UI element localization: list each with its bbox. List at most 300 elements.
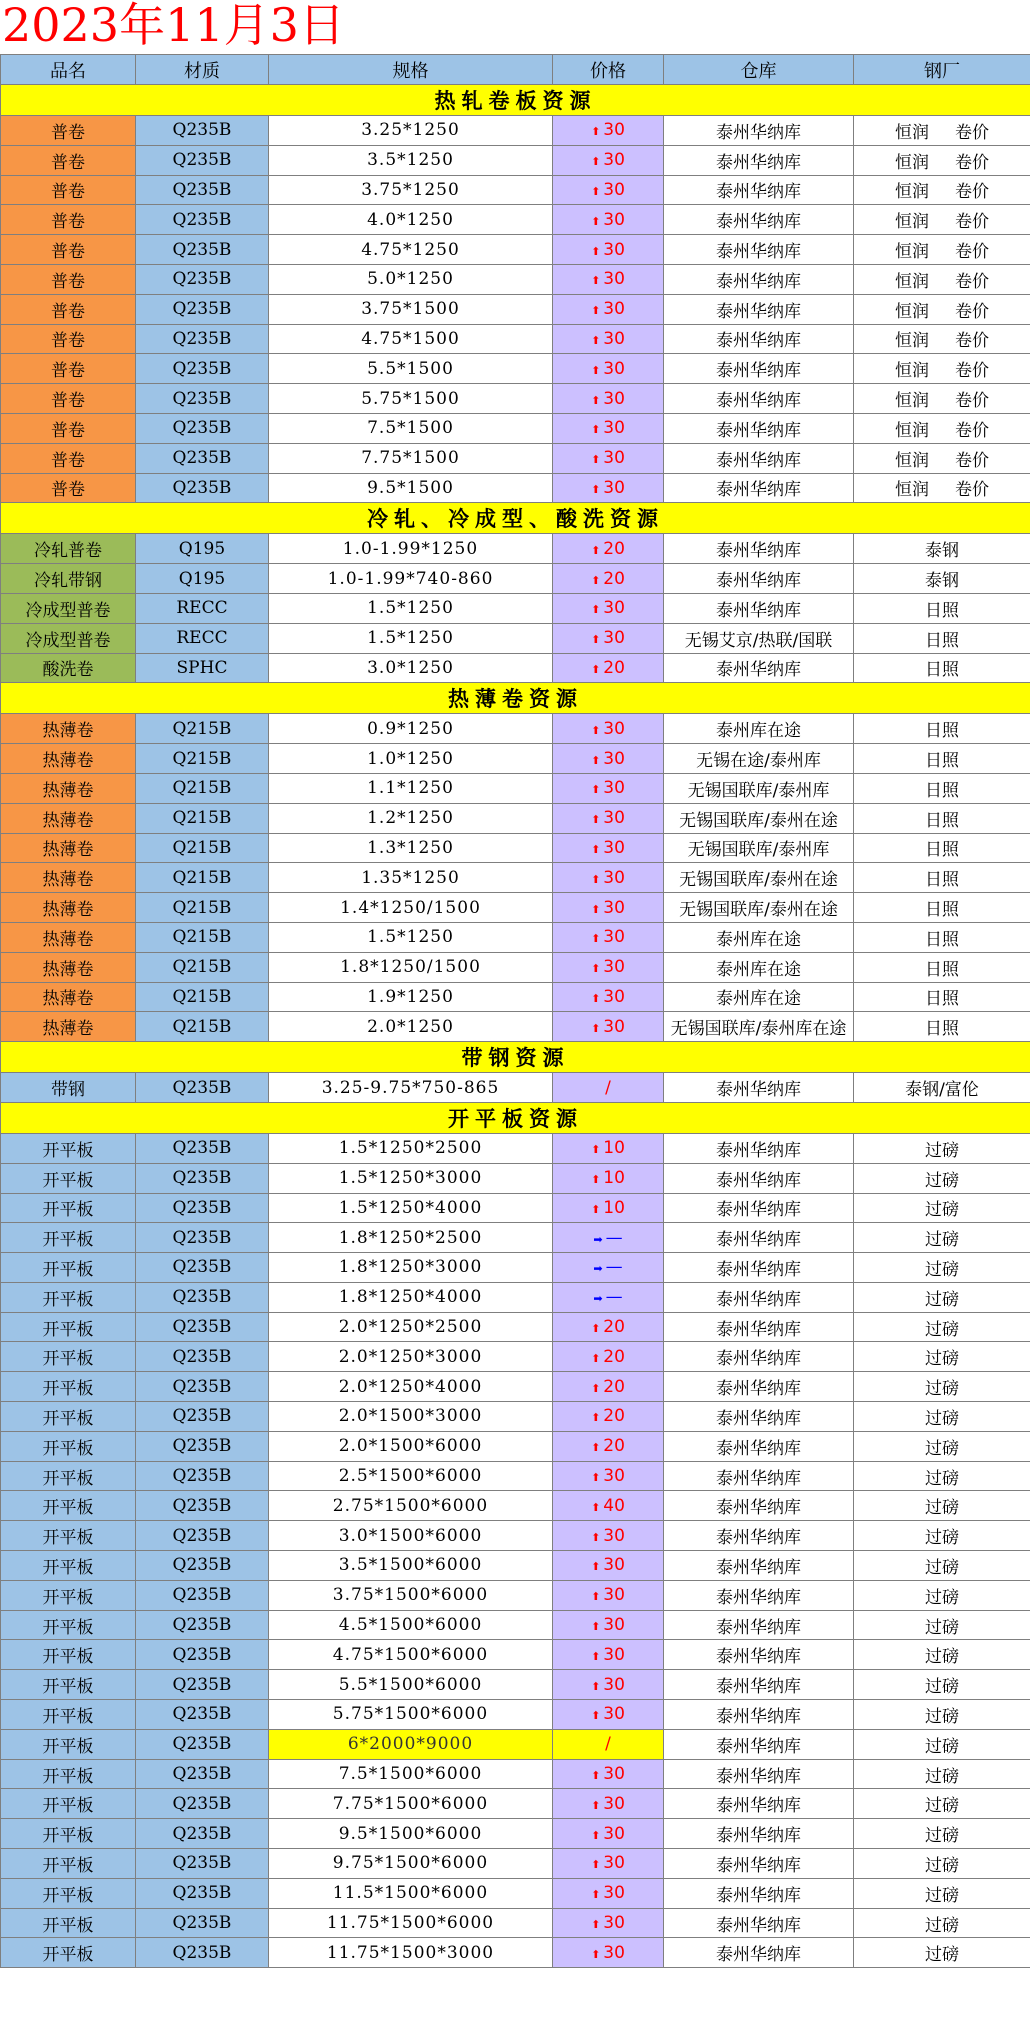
table-row bbox=[1, 1640, 1030, 1670]
material: Q215B bbox=[136, 833, 269, 863]
warehouse: 泰州华纳库 bbox=[664, 1908, 854, 1938]
price-basis-note: 卷价 bbox=[955, 122, 989, 143]
mill-cell bbox=[854, 922, 1030, 952]
header-mill: 钢厂 bbox=[854, 55, 1030, 85]
warehouse: 泰州华纳库 bbox=[664, 1193, 854, 1223]
material: Q235B bbox=[136, 1223, 269, 1253]
price-value: 30 bbox=[603, 150, 625, 171]
mill-cell bbox=[854, 1253, 1030, 1283]
warehouse: 泰州华纳库 bbox=[664, 1163, 854, 1193]
warehouse: 泰州华纳库 bbox=[664, 1640, 854, 1670]
header-price: 价格 bbox=[553, 55, 664, 85]
table-row bbox=[1, 922, 1030, 952]
price-change bbox=[553, 1849, 664, 1879]
steel-mill: 过磅 bbox=[925, 1259, 959, 1280]
section-heading-row bbox=[1, 85, 1030, 116]
warehouse: 泰州华纳库 bbox=[664, 145, 854, 175]
material: Q235B bbox=[136, 116, 269, 146]
specification: 7.5*1500*6000 bbox=[269, 1759, 553, 1789]
warehouse: 泰州华纳库 bbox=[664, 1253, 854, 1283]
arrow-up-icon: ⬆ bbox=[591, 543, 601, 557]
steel-mill: 恒润 bbox=[895, 271, 929, 292]
steel-mill: 过磅 bbox=[925, 1289, 959, 1310]
product-name: 普卷 bbox=[1, 324, 136, 354]
price-change bbox=[553, 1759, 664, 1789]
steel-mill: 日照 bbox=[925, 780, 959, 801]
price-value: 10 bbox=[603, 1168, 625, 1189]
price-value: 20 bbox=[603, 657, 625, 678]
warehouse: 泰州华纳库 bbox=[664, 1670, 854, 1700]
product-name: 带钢 bbox=[1, 1073, 136, 1103]
price-change-value bbox=[591, 628, 625, 648]
mill-cell bbox=[854, 1431, 1030, 1461]
price-value: 30 bbox=[603, 1704, 625, 1725]
warehouse: 泰州华纳库 bbox=[664, 1521, 854, 1551]
section-heading-row bbox=[1, 1102, 1030, 1133]
price-value: 30 bbox=[603, 1883, 625, 1904]
price-value: 20 bbox=[603, 1346, 625, 1367]
product-name: 开平板 bbox=[1, 1878, 136, 1908]
warehouse: 泰州华纳库 bbox=[664, 1402, 854, 1432]
mill-cell bbox=[854, 1491, 1030, 1521]
specification: 3.5*1250 bbox=[269, 145, 553, 175]
header-spec: 规格 bbox=[269, 55, 553, 85]
price-change bbox=[553, 564, 664, 594]
material: Q235B bbox=[136, 1819, 269, 1849]
steel-mill: 过磅 bbox=[925, 1915, 959, 1936]
product-name: 冷轧带钢 bbox=[1, 564, 136, 594]
material: Q235B bbox=[136, 1402, 269, 1432]
material: Q215B bbox=[136, 1012, 269, 1042]
material: Q235B bbox=[136, 1729, 269, 1759]
price-value: 20 bbox=[603, 1436, 625, 1457]
arrow-up-icon: ⬆ bbox=[591, 1858, 601, 1872]
price-basis-note: 卷价 bbox=[955, 271, 989, 292]
table-row bbox=[1, 1908, 1030, 1938]
product-name: 开平板 bbox=[1, 1431, 136, 1461]
table-row bbox=[1, 1342, 1030, 1372]
warehouse: 泰州库在途 bbox=[664, 982, 854, 1012]
price-change-value bbox=[591, 1138, 625, 1158]
material: Q235B bbox=[136, 384, 269, 414]
table-row bbox=[1, 473, 1030, 503]
price-change bbox=[553, 1700, 664, 1730]
table-row bbox=[1, 833, 1030, 863]
warehouse: 泰州华纳库 bbox=[664, 354, 854, 384]
material: RECC bbox=[136, 623, 269, 653]
price-value: 30 bbox=[603, 748, 625, 769]
price-value: 30 bbox=[603, 1823, 625, 1844]
table-row bbox=[1, 744, 1030, 774]
warehouse: 泰州华纳库 bbox=[664, 1849, 854, 1879]
specification: 9.5*1500 bbox=[269, 473, 553, 503]
mill-cell bbox=[854, 1878, 1030, 1908]
specification: 5.75*1500*6000 bbox=[269, 1700, 553, 1730]
mill-cell bbox=[854, 1729, 1030, 1759]
product-name: 热薄卷 bbox=[1, 952, 136, 982]
price-value: 30 bbox=[603, 1942, 625, 1963]
product-name: 开平板 bbox=[1, 1342, 136, 1372]
specification: 3.5*1500*6000 bbox=[269, 1551, 553, 1581]
price-change-value bbox=[593, 1287, 622, 1307]
product-name: 开平板 bbox=[1, 1759, 136, 1789]
table-row bbox=[1, 1223, 1030, 1253]
steel-mill: 过磅 bbox=[925, 1945, 959, 1966]
product-name: 开平板 bbox=[1, 1133, 136, 1163]
table-row bbox=[1, 1282, 1030, 1312]
arrow-up-icon: ⬆ bbox=[591, 962, 601, 976]
mill-cell bbox=[854, 1372, 1030, 1402]
specification: 3.25-9.75*750-865 bbox=[269, 1073, 553, 1103]
mill-cell bbox=[854, 1073, 1030, 1103]
price-change-value bbox=[591, 868, 625, 888]
table-row bbox=[1, 145, 1030, 175]
price-value: 20 bbox=[603, 1406, 625, 1427]
warehouse: 泰州华纳库 bbox=[664, 1789, 854, 1819]
price-value: 40 bbox=[603, 1495, 625, 1516]
steel-mill: 过磅 bbox=[925, 1468, 959, 1489]
price-basis-note: 卷价 bbox=[955, 182, 989, 203]
price-change-value bbox=[591, 1585, 625, 1605]
steel-mill: 过磅 bbox=[925, 1408, 959, 1429]
product-name: 热薄卷 bbox=[1, 922, 136, 952]
price-value: 30 bbox=[603, 837, 625, 858]
mill-cell bbox=[854, 473, 1030, 503]
specification: 3.75*1250 bbox=[269, 175, 553, 205]
price-change bbox=[553, 1521, 664, 1551]
steel-mill: 过磅 bbox=[925, 1855, 959, 1876]
table-row bbox=[1, 1878, 1030, 1908]
product-name: 冷轧普卷 bbox=[1, 534, 136, 564]
mill-cell bbox=[854, 893, 1030, 923]
price-basis-note: 卷价 bbox=[955, 450, 989, 471]
price-change bbox=[553, 1461, 664, 1491]
product-name: 开平板 bbox=[1, 1551, 136, 1581]
price-change-value bbox=[591, 658, 625, 678]
mill-cell bbox=[854, 235, 1030, 265]
price-change bbox=[553, 1073, 664, 1103]
specification: 1.5*1250*4000 bbox=[269, 1193, 553, 1223]
price-change-value bbox=[591, 719, 625, 739]
arrow-up-icon: ⬆ bbox=[591, 1351, 601, 1365]
price-value: 30 bbox=[603, 328, 625, 349]
arrow-up-icon: ⬆ bbox=[591, 1798, 601, 1812]
specification: 1.5*1250*3000 bbox=[269, 1163, 553, 1193]
price-value: 30 bbox=[603, 388, 625, 409]
table-row bbox=[1, 1402, 1030, 1432]
mill-cell bbox=[854, 1193, 1030, 1223]
warehouse: 泰州华纳库 bbox=[664, 1938, 854, 1968]
specification: 3.75*1500 bbox=[269, 294, 553, 324]
specification: 6*2000*9000 bbox=[269, 1729, 553, 1759]
warehouse: 泰州华纳库 bbox=[664, 1073, 854, 1103]
arrow-up-icon: ⬆ bbox=[591, 453, 601, 467]
page-title: 2023年11月3日 bbox=[2, 0, 345, 52]
specification: 1.8*1250*3000 bbox=[269, 1253, 553, 1283]
steel-mill: 恒润 bbox=[895, 450, 929, 471]
price-change-value bbox=[591, 1943, 625, 1963]
arrow-up-icon: ⬆ bbox=[591, 753, 601, 767]
price-change-value bbox=[591, 1526, 625, 1546]
price-change-value bbox=[591, 749, 625, 769]
product-name: 开平板 bbox=[1, 1521, 136, 1551]
price-change-value bbox=[591, 778, 625, 798]
material: Q235B bbox=[136, 1521, 269, 1551]
arrow-up-icon: ⬆ bbox=[591, 1021, 601, 1035]
steel-mill: 过磅 bbox=[925, 1796, 959, 1817]
table-row bbox=[1, 653, 1030, 683]
arrow-up-icon: ⬆ bbox=[591, 1828, 601, 1842]
specification: 3.25*1250 bbox=[269, 116, 553, 146]
arrow-up-icon: ⬆ bbox=[591, 902, 601, 916]
table-row bbox=[1, 1312, 1030, 1342]
section-heading: 带钢资源 bbox=[1, 1042, 1030, 1073]
price-change bbox=[553, 1878, 664, 1908]
specification: 1.5*1250 bbox=[269, 623, 553, 653]
steel-mill: 过磅 bbox=[925, 1706, 959, 1727]
steel-mill: 过磅 bbox=[925, 1349, 959, 1370]
price-value: 30 bbox=[603, 867, 625, 888]
table-row bbox=[1, 564, 1030, 594]
price-change bbox=[553, 235, 664, 265]
arrow-up-icon: ⬆ bbox=[591, 423, 601, 437]
price-value: 30 bbox=[603, 299, 625, 320]
mill-cell bbox=[854, 1461, 1030, 1491]
price-value: 30 bbox=[603, 1525, 625, 1546]
section-heading-row bbox=[1, 683, 1030, 714]
price-change bbox=[553, 1012, 664, 1042]
product-name: 开平板 bbox=[1, 1789, 136, 1819]
header-warehouse: 仓库 bbox=[664, 55, 854, 85]
product-name: 普卷 bbox=[1, 443, 136, 473]
steel-mill: 过磅 bbox=[925, 1200, 959, 1221]
price-value: 30 bbox=[603, 986, 625, 1007]
price-value: / bbox=[605, 1734, 611, 1755]
price-change-value bbox=[591, 598, 625, 618]
steel-mill: 过磅 bbox=[925, 1587, 959, 1608]
warehouse: 泰州华纳库 bbox=[664, 1819, 854, 1849]
arrow-up-icon: ⬆ bbox=[591, 1471, 601, 1485]
table-row bbox=[1, 534, 1030, 564]
price-change bbox=[553, 1312, 664, 1342]
price-value: 30 bbox=[603, 927, 625, 948]
material: Q235B bbox=[136, 1878, 269, 1908]
price-value: 30 bbox=[603, 1764, 625, 1785]
price-value: 10 bbox=[603, 1138, 625, 1159]
product-name: 热薄卷 bbox=[1, 893, 136, 923]
arrow-up-icon: ⬆ bbox=[591, 1769, 601, 1783]
arrow-right-icon: ➡ bbox=[593, 1262, 603, 1276]
price-change-value bbox=[591, 269, 625, 289]
mill-cell bbox=[854, 1789, 1030, 1819]
material: Q215B bbox=[136, 952, 269, 982]
warehouse: 泰州华纳库 bbox=[664, 1133, 854, 1163]
price-change bbox=[553, 413, 664, 443]
price-change-value bbox=[591, 120, 625, 140]
specification: 0.9*1250 bbox=[269, 714, 553, 744]
table-row bbox=[1, 384, 1030, 414]
arrow-up-icon: ⬆ bbox=[591, 1918, 601, 1932]
mill-cell bbox=[854, 294, 1030, 324]
product-name: 冷成型普卷 bbox=[1, 623, 136, 653]
specification: 4.75*1250 bbox=[269, 235, 553, 265]
material: Q235B bbox=[136, 324, 269, 354]
steel-mill: 泰钢/富伦 bbox=[905, 1080, 979, 1100]
mill-cell bbox=[854, 653, 1030, 683]
mill-cell bbox=[854, 443, 1030, 473]
warehouse: 无锡在途/泰州库 bbox=[664, 744, 854, 774]
material: Q215B bbox=[136, 893, 269, 923]
price-change bbox=[553, 1163, 664, 1193]
arrow-up-icon: ⬆ bbox=[591, 333, 601, 347]
arrow-up-icon: ⬆ bbox=[591, 125, 601, 139]
arrow-up-icon: ⬆ bbox=[591, 1202, 601, 1216]
price-change bbox=[553, 473, 664, 503]
price-change-value bbox=[591, 1168, 625, 1188]
material: RECC bbox=[136, 593, 269, 623]
table-row bbox=[1, 1133, 1030, 1163]
arrow-up-icon: ⬆ bbox=[591, 573, 601, 587]
price-value: 20 bbox=[603, 568, 625, 589]
warehouse: 无锡艾京/热联/国联 bbox=[664, 623, 854, 653]
warehouse: 泰州华纳库 bbox=[664, 294, 854, 324]
warehouse: 泰州华纳库 bbox=[664, 1610, 854, 1640]
arrow-up-icon: ⬆ bbox=[591, 1441, 601, 1455]
price-change-value bbox=[591, 180, 625, 200]
price-change bbox=[553, 1491, 664, 1521]
table-row bbox=[1, 1491, 1030, 1521]
mill-cell bbox=[854, 264, 1030, 294]
price-change bbox=[553, 773, 664, 803]
product-name: 开平板 bbox=[1, 1193, 136, 1223]
price-change-value bbox=[591, 1913, 625, 1933]
specification: 4.75*1500*6000 bbox=[269, 1640, 553, 1670]
price-value: 30 bbox=[603, 957, 625, 978]
steel-mill: 过磅 bbox=[925, 1528, 959, 1549]
price-value: 10 bbox=[603, 1197, 625, 1218]
specification: 1.4*1250/1500 bbox=[269, 893, 553, 923]
price-basis-note: 卷价 bbox=[955, 420, 989, 441]
mill-cell bbox=[854, 1610, 1030, 1640]
warehouse: 无锡国联库/泰州库 bbox=[664, 833, 854, 863]
specification: 9.75*1500*6000 bbox=[269, 1849, 553, 1879]
price-change-value bbox=[591, 1704, 625, 1724]
table-row bbox=[1, 982, 1030, 1012]
arrow-up-icon: ⬆ bbox=[591, 633, 601, 647]
arrow-up-icon: ⬆ bbox=[591, 1888, 601, 1902]
warehouse: 泰州华纳库 bbox=[664, 1491, 854, 1521]
product-name: 开平板 bbox=[1, 1640, 136, 1670]
price-value: — bbox=[605, 1287, 623, 1308]
product-name: 普卷 bbox=[1, 145, 136, 175]
section-heading: 热薄卷资源 bbox=[1, 683, 1030, 714]
specification: 1.5*1250 bbox=[269, 593, 553, 623]
product-name: 开平板 bbox=[1, 1938, 136, 1968]
material: Q235B bbox=[136, 473, 269, 503]
warehouse: 泰州华纳库 bbox=[664, 1282, 854, 1312]
price-value: 30 bbox=[603, 1615, 625, 1636]
material: Q235B bbox=[136, 1253, 269, 1283]
price-basis-note: 卷价 bbox=[955, 331, 989, 352]
product-name: 开平板 bbox=[1, 1670, 136, 1700]
specification: 2.0*1500*3000 bbox=[269, 1402, 553, 1432]
price-change bbox=[553, 1610, 664, 1640]
steel-mill: 恒润 bbox=[895, 212, 929, 233]
material: Q215B bbox=[136, 744, 269, 774]
price-change-value bbox=[591, 1347, 625, 1367]
price-change-value bbox=[591, 359, 625, 379]
price-value: 20 bbox=[603, 1376, 625, 1397]
specification: 11.75*1500*6000 bbox=[269, 1908, 553, 1938]
steel-mill: 恒润 bbox=[895, 152, 929, 173]
price-change-value bbox=[591, 957, 625, 977]
mill-cell bbox=[854, 1551, 1030, 1581]
warehouse: 泰州华纳库 bbox=[664, 1431, 854, 1461]
warehouse: 泰州华纳库 bbox=[664, 1759, 854, 1789]
price-change-value bbox=[591, 1466, 625, 1486]
price-change bbox=[553, 324, 664, 354]
price-change bbox=[553, 1372, 664, 1402]
table-row bbox=[1, 1253, 1030, 1283]
mill-cell bbox=[854, 116, 1030, 146]
material: Q235B bbox=[136, 443, 269, 473]
mill-cell bbox=[854, 1938, 1030, 1968]
material: Q235B bbox=[136, 1372, 269, 1402]
product-name: 热薄卷 bbox=[1, 982, 136, 1012]
table-row bbox=[1, 803, 1030, 833]
mill-cell bbox=[854, 952, 1030, 982]
arrow-right-icon: ➡ bbox=[593, 1232, 603, 1246]
price-change-value bbox=[591, 898, 625, 918]
material: Q235B bbox=[136, 1670, 269, 1700]
arrow-up-icon: ⬆ bbox=[591, 1411, 601, 1425]
material: Q235B bbox=[136, 145, 269, 175]
material: Q235B bbox=[136, 1908, 269, 1938]
steel-mill: 过磅 bbox=[925, 1826, 959, 1847]
price-change-value bbox=[591, 418, 625, 438]
mill-cell bbox=[854, 1521, 1030, 1551]
warehouse: 泰州华纳库 bbox=[664, 1461, 854, 1491]
price-change bbox=[553, 744, 664, 774]
material: Q195 bbox=[136, 534, 269, 564]
material: Q215B bbox=[136, 922, 269, 952]
price-basis-note: 卷价 bbox=[955, 361, 989, 382]
header-material: 材质 bbox=[136, 55, 269, 85]
material: Q235B bbox=[136, 1073, 269, 1103]
material: Q235B bbox=[136, 354, 269, 384]
price-value: 30 bbox=[603, 808, 625, 829]
specification: 11.5*1500*6000 bbox=[269, 1878, 553, 1908]
material: Q195 bbox=[136, 564, 269, 594]
material: Q215B bbox=[136, 803, 269, 833]
price-change bbox=[553, 175, 664, 205]
price-value: 30 bbox=[603, 239, 625, 260]
price-basis-note: 卷价 bbox=[955, 301, 989, 322]
price-value: 30 bbox=[603, 1913, 625, 1934]
product-name: 热薄卷 bbox=[1, 833, 136, 863]
price-change bbox=[553, 593, 664, 623]
specification: 4.0*1250 bbox=[269, 205, 553, 235]
arrow-up-icon: ⬆ bbox=[591, 1173, 601, 1187]
price-change bbox=[553, 714, 664, 744]
warehouse: 泰州华纳库 bbox=[664, 205, 854, 235]
product-name: 普卷 bbox=[1, 384, 136, 414]
steel-mill: 日照 bbox=[925, 751, 959, 772]
warehouse: 泰州华纳库 bbox=[664, 593, 854, 623]
price-basis-note: 卷价 bbox=[955, 242, 989, 263]
price-change bbox=[553, 1342, 664, 1372]
specification: 1.5*1250*2500 bbox=[269, 1133, 553, 1163]
